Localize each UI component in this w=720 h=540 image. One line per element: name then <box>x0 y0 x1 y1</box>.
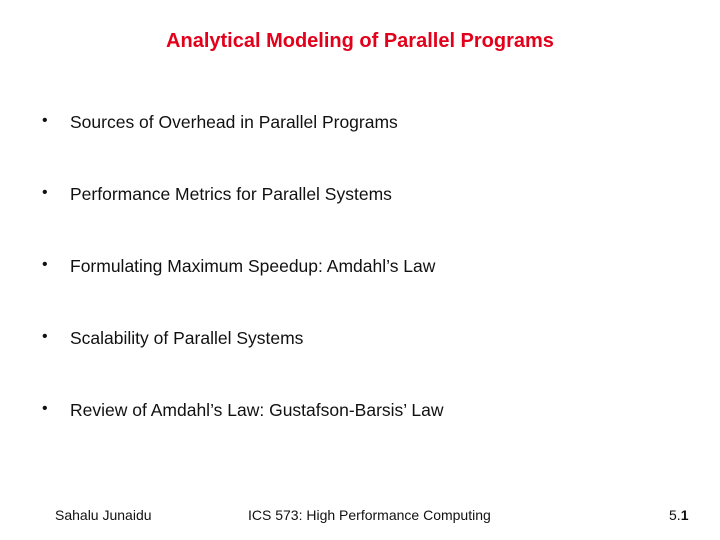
footer-course: ICS 573: High Performance Computing <box>248 507 491 523</box>
bullet-icon: • <box>42 400 48 417</box>
bullet-icon: • <box>42 184 48 201</box>
slide-title: Analytical Modeling of Parallel Programs <box>166 30 554 52</box>
bullet-text: Performance Metrics for Parallel Systems <box>70 184 392 204</box>
bullet-list <box>42 112 444 472</box>
bullet-text: Review of Amdahl’s Law: Gustafson-Barsis’ Law <box>70 400 444 420</box>
bullet-icon: • <box>42 112 48 129</box>
bullet-item <box>42 256 444 328</box>
bullet-icon: • <box>42 256 48 273</box>
footer-author: Sahalu Junaidu <box>55 507 152 523</box>
bullet-text: Scalability of Parallel Systems <box>70 328 304 348</box>
page-prefix: 5. <box>669 507 681 523</box>
bullet-item <box>42 328 444 400</box>
bullet-item <box>42 400 444 472</box>
bullet-icon: • <box>42 328 48 345</box>
bullet-item <box>42 112 444 184</box>
bullet-text: Sources of Overhead in Parallel Programs <box>70 112 398 132</box>
page-number: 1 <box>680 507 689 523</box>
bullet-text: Formulating Maximum Speedup: Amdahl’s Law <box>70 256 436 276</box>
bullet-item <box>42 184 444 256</box>
footer-page-number <box>669 507 688 523</box>
